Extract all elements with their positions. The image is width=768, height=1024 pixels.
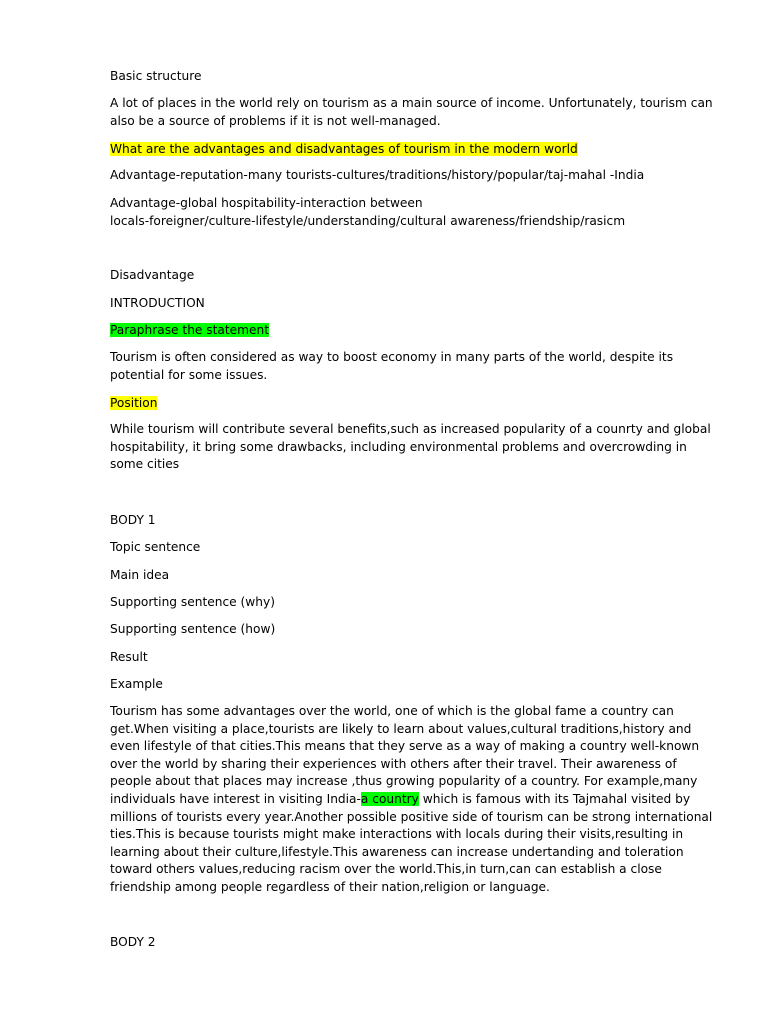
outline-result-text: Result <box>110 650 148 664</box>
introduction-heading-text: INTRODUCTION <box>110 296 205 310</box>
advantage-1 <box>110 167 720 185</box>
position-text <box>110 421 720 474</box>
outline-supporting-how-text: Supporting sentence (how) <box>110 622 276 636</box>
outline-topic-sentence <box>110 539 720 557</box>
paraphrase-text <box>110 349 720 384</box>
heading-basic-structure-text: Basic structure <box>110 69 202 83</box>
essay-question-highlight: What are the advantages and disadvantages of tourism in the modern world <box>110 142 578 156</box>
outline-example-text: Example <box>110 677 163 691</box>
advantage-2-line-1: Advantage-global hospitability-interaction between <box>110 196 423 210</box>
essay-question <box>110 141 720 159</box>
outline-supporting-how <box>110 621 720 639</box>
outline-example <box>110 676 720 694</box>
body-2-heading <box>110 934 720 952</box>
paraphrase-text-content: Tourism is often considered as way to boost economy in many parts of the world, despite its potential for some issues. <box>110 350 674 382</box>
body-1-text-before: Tourism has some advantages over the world, one of which is the global fame a country can get.When visiting a place,tourists are likely to learn about values,cultural traditions,history and even lifestyle of that cities.This means that they serve as a way of making a country well-known over the world by sharing their experiences with others after their travel. Their awareness of people about that places may increase ,thus growing popularity of a country. For example,many individuals have interest in visiting India- <box>110 704 700 806</box>
outline-supporting-why-text: Supporting sentence (why) <box>110 595 275 609</box>
outline-result <box>110 649 720 667</box>
advantage-2 <box>110 195 720 230</box>
paraphrase-label <box>110 322 720 340</box>
advantage-1-text: Advantage-reputation-many tourists-cultures/traditions/history/popular/taj-mahal -India <box>110 168 645 182</box>
introduction-heading <box>110 295 720 313</box>
advantage-2-line-2: locals-foreigner/culture-lifestyle/understanding/cultural awareness/friendship/rasicm <box>110 213 626 228</box>
disadvantage-label <box>110 267 720 285</box>
body-2-heading-text: BODY 2 <box>110 935 156 949</box>
outline-supporting-why <box>110 594 720 612</box>
outline-main-idea <box>110 567 720 585</box>
position-text-content: While tourism will contribute several benefits,such as increased popularity of a counrty and global hospitability, it bring some drawbacks, including environmental problems and overcrowding in some cities <box>110 422 711 472</box>
intro-paragraph <box>110 95 720 130</box>
body-1-highlight: a country <box>360 791 419 806</box>
position-label-highlight: Position <box>110 396 158 410</box>
heading-basic-structure <box>110 68 720 86</box>
body-1-text-after: which is famous with its Tajmahal visited by millions of tourists every year.Another possible positive side of tourism can be strong international ties.This is because tourists might make interactions with locals during their visits,resulting in learning about their culture,lifestyle.This awareness can increase undertanding and toleration toward others values,reducing racism over the world.This,in turn,can can establish a close friendship among people regardless of their nation,religion or language. <box>110 791 713 894</box>
outline-main-idea-text: Main idea <box>110 568 170 582</box>
body-1-heading-text: BODY 1 <box>110 513 156 527</box>
paraphrase-label-highlight: Paraphrase the statement <box>110 323 270 337</box>
intro-paragraph-text: A lot of places in the world rely on tourism as a main source of income. Unfortunately, tourism can also be a source of problems if it is not well-managed. <box>110 96 713 128</box>
outline-topic-sentence-text: Topic sentence <box>110 540 201 554</box>
body-1-heading <box>110 512 720 530</box>
position-label <box>110 395 720 413</box>
disadvantage-text: Disadvantage <box>110 268 195 282</box>
body-1-paragraph <box>110 703 720 897</box>
